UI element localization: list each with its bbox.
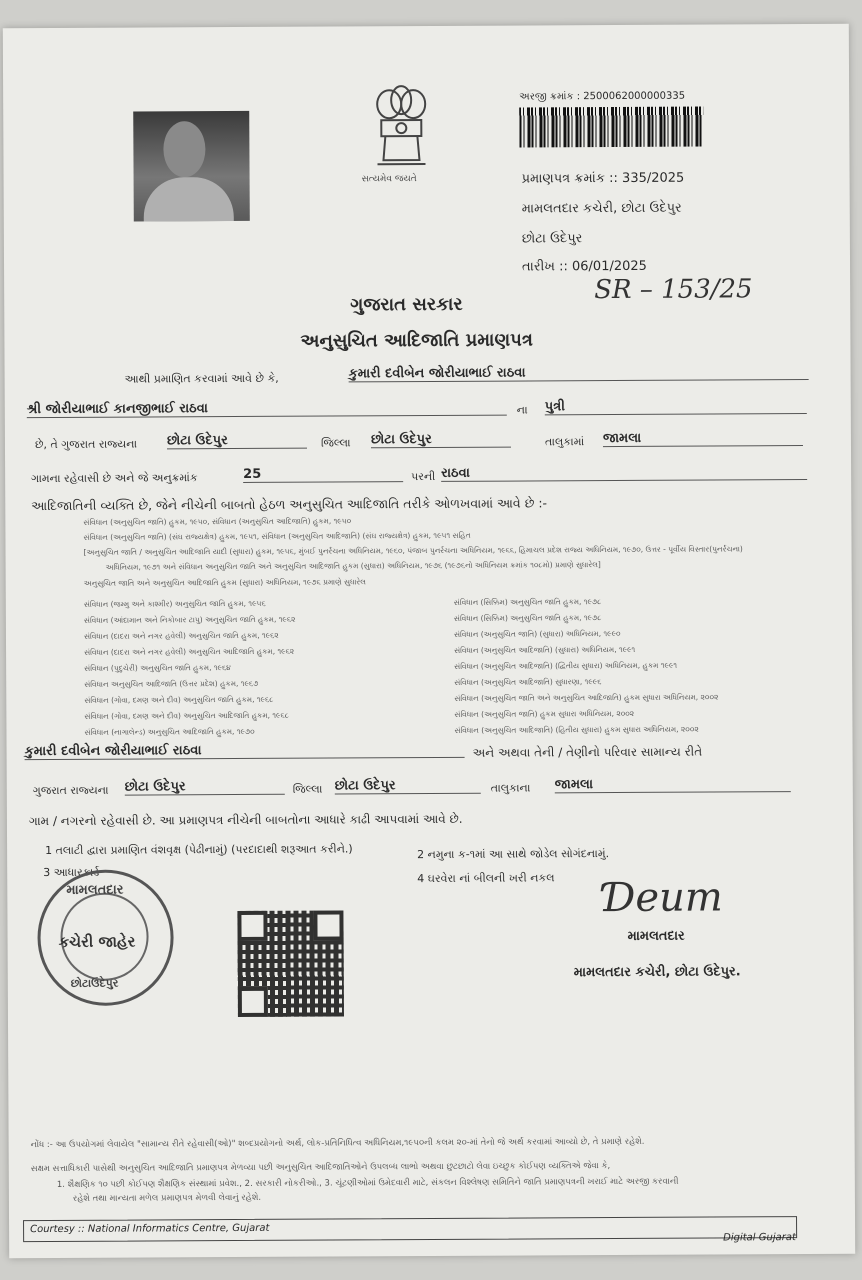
applicant-name-2: કુમારી દવીબેન જોરીયાભાઈ રાઠવા xyxy=(25,742,465,760)
order-right: સંવિધાન (અનુસુચિત જાતિ) હુકમ સુધારા અધિનિયમ, ૨૦૦૨ xyxy=(454,708,635,719)
district-label-2: જિલ્લા xyxy=(292,782,323,796)
order-line: સંવિધાન (અનુસુચિત જાતિ) (સંઘ રાજ્યક્ષેત્ર) હુકમ, ૧૯૫૧, સંવિધાન (અનુસુચિત આદિજાતિ) (સંઘ રાજ્યક્ષેત્ર) હુકમ, ૧૯૫૧ સહિત xyxy=(83,530,471,542)
order-right: સંવિધાન (સિક્કિમ) અનુસુચિત જાતિ હુકમ, ૧૯૭૮ xyxy=(453,597,602,607)
basis-item-4: 4 ઘરવેરા નાં બીલની ખરી નકલ xyxy=(417,871,555,886)
order-right: સંવિધાન (અનુસુચિત જાતિ) (સુધારા) અધિનિયમ, ૧૯૯૦ xyxy=(453,628,621,639)
order-left: સંવિધાન (નાગાલેન્ડ) અનુસુચિત આદિજાતિ હુકમ, ૧૯૭૦ xyxy=(84,726,255,737)
order-right: સંવિધાન (અનુસુચિત આદિજાતિ) (દ્વિતીય સુધારા) અધિનિયમ, હુકમ ૧૯૯૧ xyxy=(454,660,678,671)
district: છોટા ઉદેપુર xyxy=(167,433,307,450)
signature: Ɗeum xyxy=(603,874,723,922)
district-label: જિલ્લા xyxy=(320,436,351,450)
order-left: સંવિધાન અનુસુચિત આદિજાતિ (ઉત્તર પ્રદેશ) હુકમ, ૧૯૬૭ xyxy=(84,678,259,689)
signatory-office: મામલતદાર કચેરી, છોટા ઉદેપુર. xyxy=(573,964,741,981)
qr-code xyxy=(237,910,344,1017)
order-right: સંવિધાન (અનુસુચિત આદિજાતિ) (સુધારા) અધિનિયમ, ૧૯૯૧ xyxy=(454,644,636,655)
na-label: ના xyxy=(516,403,528,417)
order-left: સંવિધાન (આંદામાન અને નિકોબાર ટાપુ) અનુસુચિત જાતિ હુકમ, ૧૯૬૨ xyxy=(83,614,296,625)
order-right: સંવિધાન (અનુસુચિત જાતિ અને અનુસુચિત આદિજાતિ) હુકમ સુધારા અધિનિયમ, ૨૦૦૨ xyxy=(454,692,719,703)
taluka-label-2: તાલુકાના xyxy=(490,781,531,795)
family-label: અને અથવા તેની / તેણીનો પરિવાર સામાન્ય રીતે xyxy=(472,744,703,760)
order-left: સંવિધાન (ગોવા, દમણ અને દીવ) અનુસુચિત આદિજાતિ હુકમ, ૧૯૬૮ xyxy=(84,710,289,721)
order-line: અધિનિયમ, ૧૯૭૧ અને સંવિધાન અનુસુચિત જાતિ અને અનુસુચિત આદિજાતિ હુકમ (સુધારા) અધિનિયમ, ૧૯૭૬ (૧૯૭૬નો અધિનિયમ ક્રમાંક ૧૦૮મો) પ્રમાણે સુધારેલ] xyxy=(105,560,601,572)
district-3: છોટા ઉદેપુર xyxy=(125,779,285,796)
certificate-title: અનુસુચિત આદિજાતિ પ્રમાણપત્ર xyxy=(300,329,533,352)
stamp-top-text: મામલતદાર xyxy=(66,882,124,898)
basis-item-1: 1 તલાટી દ્વારા પ્રમાણિત વંશવૃક્ષ (પેઢીનામું) (પરદાદાથી શરૂઆત કરીને.) xyxy=(45,842,353,858)
barcode xyxy=(519,107,703,148)
issue-place: છોટા ઉદેપુર xyxy=(521,231,583,247)
government-title: ગુજરાત સરકાર xyxy=(350,293,463,316)
signatory-designation: મામલતદાર xyxy=(627,928,685,944)
note-1: નોંધ :- આ ઉપયોગમાં લેવાયેલ "સામાન્ય રીતે રહેવાસી(ઓ)" શબ્દપ્રયોગનો અર્થ, લોક-પ્રતિનિધિત્વ અધિનિયમ,૧૯૫૦ની કલમ ૨૦-માં તેનો જે અર્થ કરવામાં આવ્યો છે, તે પ્રમાણે રહેશે. xyxy=(30,1136,645,1151)
basis-item-2: 2 નમુના ક-૧માં આ સાથે જોડેલ સોગંદનામું. xyxy=(417,847,610,862)
order-left: સંવિધાન (જમ્મુ અને કાશ્મીર) અનુસુચિત જાતિ હુકમ, ૧૯૫૬ xyxy=(83,598,266,609)
state-label-2: ગુજરાત રાજ્યના xyxy=(32,783,109,798)
order-right: સંવિધાન (સિક્કિમ) અનુસુચિત જાતિ હુકમ, ૧૯૭૮ xyxy=(453,613,602,623)
order-right: સંવિધાન (અનુસુચિત આદિજાતિ) સુધારણા, ૧૯૯૬ xyxy=(454,677,602,687)
certificate-number: પ્રમાણપત્ર ક્રમાંક :: 335/2025 xyxy=(521,170,685,187)
order-left: સંવિધાન (ગોવા, દમણ અને દીવ) અનુસુચિત જાતિ હુકમ, ૧૯૬૮ xyxy=(84,694,274,705)
par-label: પરની xyxy=(411,469,436,484)
serial-number: 25 xyxy=(243,466,403,483)
certify-label: આથી પ્રમાણિત કરવામાં આવે છે કે, xyxy=(124,371,279,386)
recognition-text: આદિજાતિની વ્યક્તિ છે, જેને નીચેની બાબતો હેઠળ અનુસુચિત આદિજાતિ તરીકે ઓળખવામાં આવે છે :- xyxy=(31,495,548,514)
application-number: અરજી ક્રમાંક : 2500062000000335 xyxy=(519,90,686,103)
order-left: સંવિધાન (દાદરા અને નગર હવેલી) અનુસુચિત આદિજાતિ હુકમ, ૧૯૬૨ xyxy=(84,646,295,657)
emblem-motto: સત્યમેવ જયતે xyxy=(361,174,417,185)
relation: પુત્રી xyxy=(545,398,807,415)
taluka-label: તાલુકામાં xyxy=(544,435,585,449)
basis-item-3: 3 આધારકાર્ડ xyxy=(43,865,100,880)
footer-digital-gujarat: Digital Gujarat xyxy=(723,1232,796,1244)
order-line: [અનુસુચિત જાતિ / અનુસુચિત આદિજાતિ યાદી (સુધારા) હુકમ, ૧૯૫૬, મુંબઈ પુનર્રચના અધિનિયમ, ૧૯૬૦, પંજાબ પુનર્રચના અધિનિયમ, ૧૯૬૬, હિમાચલ પ્રદેશ રાજ્ય અધિનિયમ, ૧૯૭૦, ઉત્તર - પૂર્વીય વિસ્તાર(પુનર્રચના) xyxy=(83,544,743,557)
district-2: છોટા ઉદેપુર xyxy=(371,432,511,449)
handwritten-reference: SR – 153/25 xyxy=(594,274,753,306)
taluka-2: જામલા xyxy=(555,776,791,793)
village-label: ગામના રહેવાસી છે અને જે અનુક્રમાંક xyxy=(31,471,198,486)
stamp-middle-text: કચેરી જાહેર xyxy=(58,932,136,951)
father-name: શ્રી જોરીયાભાઈ કાનજીભાઈ રાઠવા xyxy=(27,400,507,419)
order-line: અનુસુચિત જાતિ અને અનુસુચિત આદિજાતિ હુકમ (સુધારા) અધિનિયમ, ૧૯૭૬ પ્રમાણે સુધારેલ xyxy=(83,577,366,588)
note-2: સક્ષમ સત્તાધિકારી પાસેથી અનુસુચિત આદિજાતિ પ્રમાણપત્ર મેળવ્યા પછી અનુસુચિત આદિજાતિઓને ઉપલબ્ધ લાભો અથવા છુટછાટો લેવા ઇચ્છુક કોઈપણ વ્યક્તિએ જેવા કે, xyxy=(30,1161,611,1175)
footer-courtesy: Courtesy :: National Informatics Centre, Gujarat xyxy=(30,1222,270,1236)
stamp-bottom-text: છોટાઉદેપુર xyxy=(70,976,119,990)
order-left: સંવિધાન (પુદુચેરી) અનુસુચિત જાતિ હુકમ, ૧૯૬૪ xyxy=(84,663,231,673)
footer-box xyxy=(23,1216,797,1242)
certificate-page xyxy=(3,24,855,1258)
district-4: છોટા ઉદેપુર xyxy=(335,778,481,795)
official-stamp xyxy=(37,869,174,1006)
tribe-name: રાઠવા xyxy=(441,464,807,482)
applicant-name: કુમારી દવીબેન જોરીયાભાઈ રાઠવા xyxy=(349,364,809,382)
resident-text: ગામ / નગરનો રહેવાસી છે. આ પ્રમાણપત્ર નીચેની બાબતોના આધારે કાઢી આપવામાં આવે છે. xyxy=(28,811,463,829)
order-left: સંવિધાન (દાદરા અને નગર હવેલી) અનુસુચિત જાતિ હુકમ, ૧૯૬૨ xyxy=(83,630,279,641)
state-emblem-icon xyxy=(367,82,435,172)
issuing-office: મામલતદાર કચેરી, છોટા ઉદેપુર xyxy=(521,200,682,217)
applicant-photo xyxy=(133,111,250,222)
order-right: સંવિધાન (અનુસુચિત આદિજાતિ) (હિતીય સુધારા) હુકમ સુધારા અધિનિયમ, ૨૦૦૨ xyxy=(454,724,699,735)
issue-date: તારીખ :: 06/01/2025 xyxy=(522,258,647,275)
note-3: 1. શૈક્ષણિક ૧૦ પછી કોઈપણ શૈક્ષણિક સંસ્થામાં પ્રવેશ., 2. સરકારી નોકરીઓ., 3. ચૂંટણીઓમાં ઉમેદવારી માટે, સંકલન વિશ્લેષણ સમિતિને જાતિ પ્રમાણપત્રની ખરાઈ માટે અરજી કરવાની xyxy=(56,1176,679,1190)
note-4: રહેશે તથા માન્યતા મળેલ પ્રમાણપત્ર મેળવી લેવાનું રહેશે. xyxy=(72,1192,262,1204)
state-label: છે, તે ગુજરાત રાજ્યના xyxy=(34,437,138,452)
taluka: જામલા xyxy=(603,430,803,447)
order-line: સંવિધાન (અનુસુચિત જાતિ) હુકમ, ૧૯૫૦, સંવિધાન (અનુસુચિત આદિજાતિ) હુકમ, ૧૯૫૦ xyxy=(83,516,352,527)
